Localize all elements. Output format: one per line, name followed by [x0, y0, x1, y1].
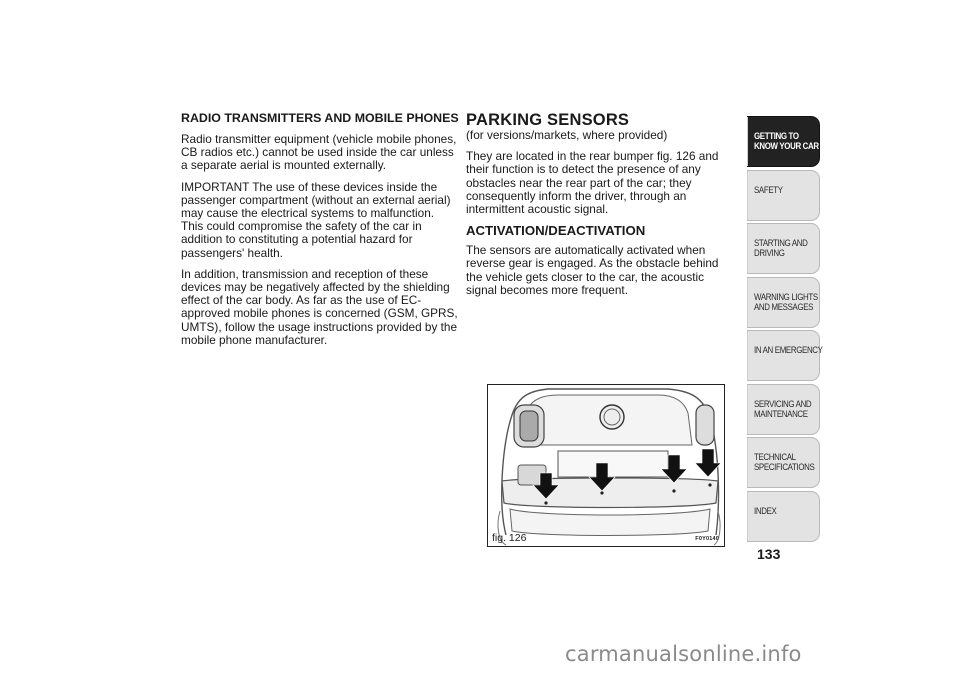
tab-in-an-emergency[interactable]: IN AN EMERGENCY	[747, 330, 820, 381]
page-number: 133	[757, 546, 781, 562]
tab-servicing-and-maintenance[interactable]: SERVICING AND MAINTENANCE	[747, 384, 820, 435]
section-heading-parking: PARKING SENSORS	[466, 111, 630, 129]
chapter-tabs	[747, 116, 823, 544]
subheading-activation: ACTIVATION/DEACTIVATION	[466, 223, 646, 239]
tab-technical-specifications[interactable]: TECHNICAL SPECIFICATIONS	[747, 437, 820, 488]
activation-text: The sensors are automatically activated when reverse gear is engaged. As the obstacle behind the vehicle gets closer to the car, the acoustic signal becomes more frequent.	[466, 243, 719, 297]
tab-warning-lights[interactable]: WARNING LIGHTS AND MESSAGES	[747, 277, 820, 328]
figure-code: F0Y0140	[695, 536, 719, 542]
right-column	[466, 112, 728, 305]
figure-parking-sensors	[487, 384, 725, 547]
paragraph-2: IMPORTANT The use of these devices inside the passenger compartment (without an external aerial) may cause the electrical systems to malfunction. This could compromise the safety of the car in addition to constituting a potential hazard for passengers' health.	[181, 179, 451, 260]
paragraph-1: Radio transmitter equipment (vehicle mobile phones, CB radios etc.) cannot be used inside the car unless a separate aerial is mounted externally.	[181, 132, 457, 173]
tab-safety[interactable]: SAFETY	[747, 170, 820, 221]
paragraph-3: In addition, transmission and reception of these devices may be negatively affected by the shielding effect of the car body. As far as the use of EC-approved mobile phones is concerned (GSM, GPRS, UMTS), follow the usage instructions provided by the mobile phone manufacturer.	[181, 266, 458, 347]
parking-intro: They are located in the rear bumper fig. 126 and their function is to detect the presence of any obstacles near the rear part of the car; they consequently inform the driver, through an intermittent acoustic signal.	[466, 149, 719, 217]
parking-subtitle: (for versions/markets, where provided)	[466, 128, 668, 142]
tab-getting-to-know-your-car[interactable]: GETTING TO KNOW YOUR CAR	[747, 116, 820, 167]
tab-index[interactable]: INDEX	[747, 491, 820, 542]
tab-starting-and-driving[interactable]: STARTING AND DRIVING	[747, 223, 820, 274]
watermark: carmanualsonline.info	[565, 642, 802, 666]
section-heading-radio: RADIO TRANSMITTERS AND MOBILE PHONES	[181, 111, 459, 125]
car-rear-illustration	[488, 385, 724, 546]
left-column	[181, 112, 459, 355]
figure-caption: fig. 126	[492, 532, 527, 544]
